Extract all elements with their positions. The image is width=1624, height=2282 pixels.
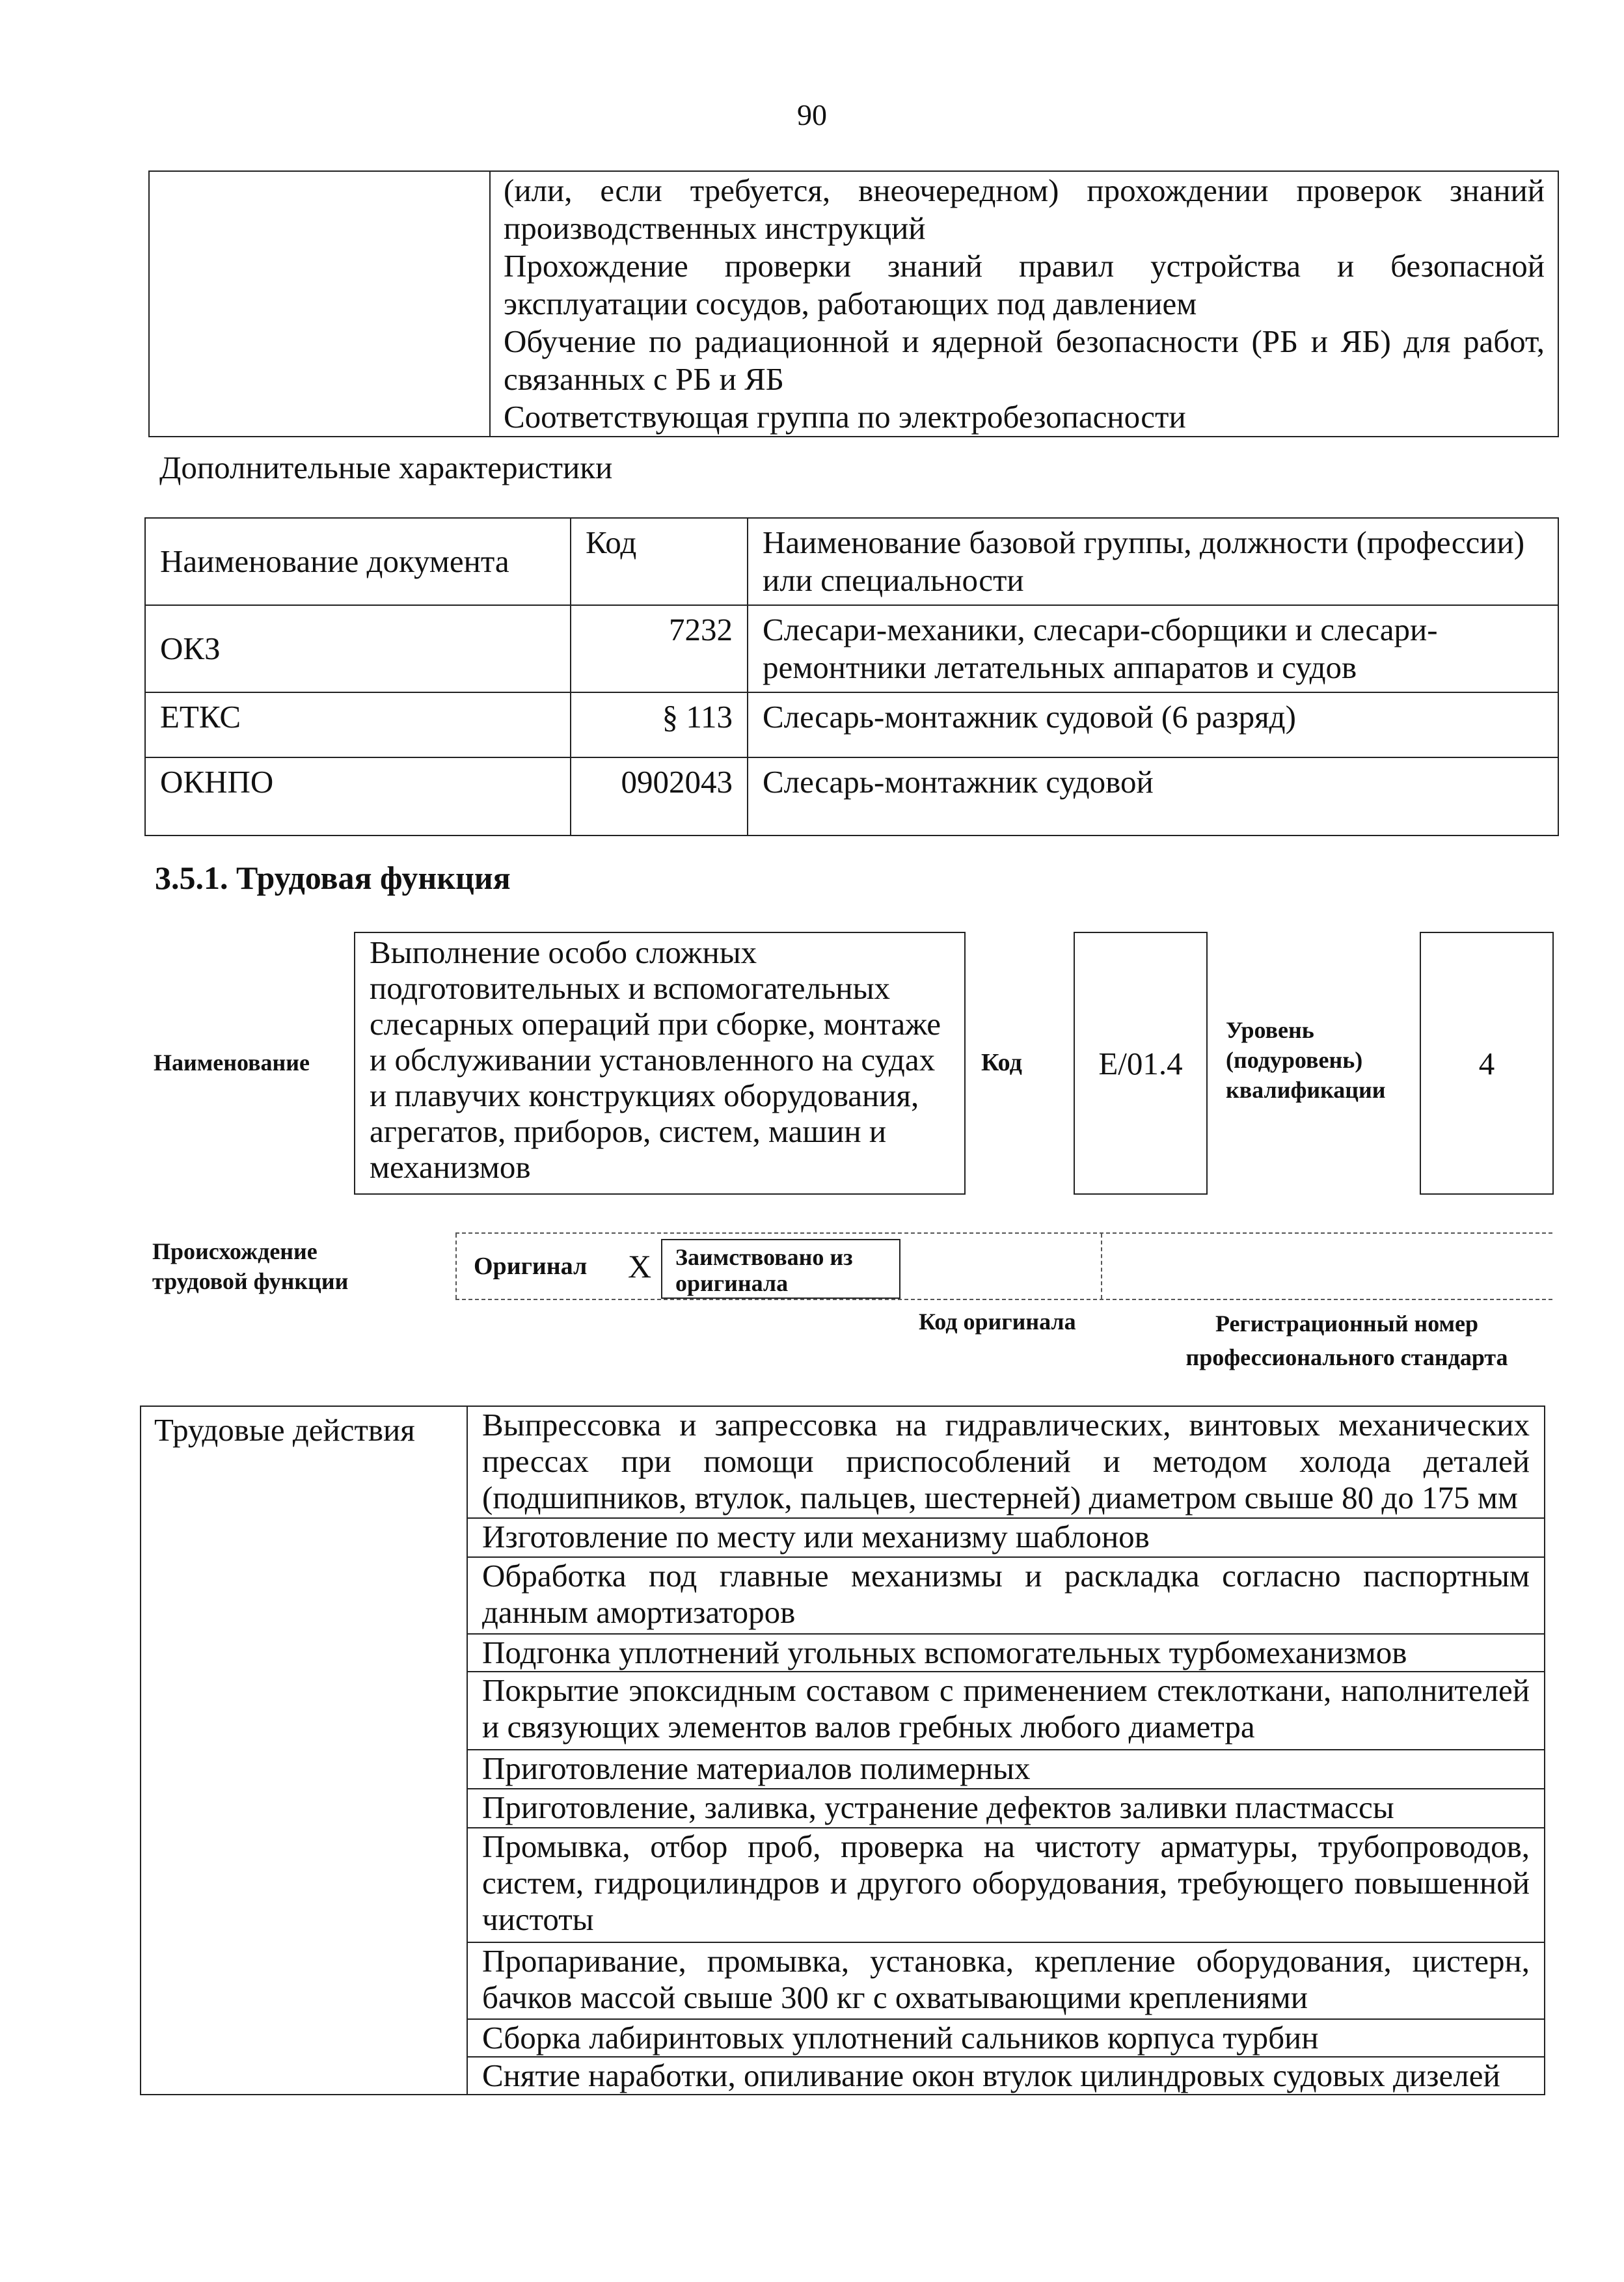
labor-action-item: Подгонка уплотнений угольных вспомогательных турбомеханизмов — [467, 1634, 1545, 1672]
origin-row — [455, 1232, 1552, 1300]
origin-label: Происхождение трудовой функции — [152, 1238, 349, 1294]
original-code-cell — [900, 1234, 1102, 1299]
header-doc-name: Наименование документа — [145, 518, 571, 605]
qualification-level-label: Уровень (подуровень) квалификации — [1226, 1017, 1386, 1103]
header-group-name: Наименование базовой группы, должности (профессии) или специальности — [748, 518, 1558, 605]
table-row — [145, 757, 1558, 835]
code-cell: 0902043 — [571, 757, 748, 835]
table-row — [145, 605, 1558, 692]
labor-actions-label: Трудовые действия — [141, 1406, 467, 2095]
group-name-cell: Слесарь-монтажник судовой — [748, 757, 1558, 835]
requirement-item: (или, если требуется, внеочередном) прохождении проверок знаний производственных инструкций — [504, 172, 1545, 246]
requirements-cell — [490, 171, 1558, 437]
doc-name-cell: ЕТКС — [145, 692, 571, 757]
labor-action-item: Обработка под главные механизмы и раскладка согласно паспортным данным амортизаторов — [467, 1557, 1545, 1634]
reg-number-cell — [1102, 1234, 1552, 1299]
section-heading: 3.5.1. Трудовая функция — [155, 860, 511, 896]
requirements-table — [148, 170, 1559, 437]
requirement-item: Соответствующая группа по электробезопасности — [504, 399, 1186, 435]
table-row — [141, 1406, 1545, 1518]
labor-action-item: Снятие наработки, опиливание окон втулок цилиндровых судовых дизелей — [467, 2057, 1545, 2095]
code-cell: § 113 — [571, 692, 748, 757]
requirement-item: Прохождение проверки знаний правил устройства и безопасной эксплуатации сосудов, работающих под давлением — [504, 248, 1545, 321]
origin-borrowed: Заимствовано из оригинала — [661, 1239, 900, 1299]
original-code-label: Код оригинала — [919, 1309, 1076, 1335]
requirement-item: Обучение по радиационной и ядерной безопасности (РБ и ЯБ) для работ, связанных с РБ и ЯБ — [504, 323, 1545, 397]
additional-characteristics-label: Дополнительные характеристики — [159, 450, 613, 485]
requirements-label-cell — [149, 171, 490, 437]
origin-original: Оригинал — [455, 1234, 661, 1299]
header-code: Код — [571, 518, 748, 605]
reg-number-label: Регистрационный номер профессионального стандарта — [1185, 1311, 1508, 1370]
labor-action-item: Выпрессовка и запрессовка на гидравлических, винтовых механических прессах при помощи приспособлений и методом холода деталей (подшипников, втулок, пальцев, шестерней) диаметром свыше 80 до 175 мм — [467, 1406, 1545, 1518]
table-row — [145, 692, 1558, 757]
labor-action-item: Изготовление по месту или механизму шаблонов — [467, 1518, 1545, 1557]
labor-action-item: Приготовление материалов полимерных — [467, 1750, 1545, 1789]
code-label: Код — [981, 1049, 1022, 1076]
group-name-cell: Слесари-механики, слесари-сборщики и слесари-ремонтники летательных аппаратов и судов — [748, 605, 1558, 692]
doc-name-cell: ОКНПО — [145, 757, 571, 835]
labor-action-item: Пропаривание, промывка, установка, крепление оборудования, цистерн, бачков массой свыше 300 кг с охватывающими креплениями — [467, 1942, 1545, 2019]
origin-original-mark: X — [627, 1248, 652, 1284]
labor-actions-table — [140, 1406, 1545, 2095]
labor-action-item: Покрытие эпоксидным составом с применением стеклоткани, наполнителей и связующих элементов валов гребных любого диаметра — [467, 1672, 1545, 1750]
page-number: 90 — [797, 98, 827, 131]
code-cell: 7232 — [571, 605, 748, 692]
name-label: Наименование — [154, 1050, 310, 1076]
labor-action-item: Сборка лабиринтовых уплотнений сальников корпуса турбин — [467, 2019, 1545, 2057]
labor-action-item: Промывка, отбор проб, проверка на чистоту арматуры, трубопроводов, систем, гидроцилиндров и другого оборудования, требующего повышенной чистоты — [467, 1828, 1545, 1942]
labor-function-name: Выполнение особо сложных подготовительных и вспомогательных слесарных операций при сборке, монтаже и обслуживании установленного на судах и плавучих конструкциях оборудования, агрегатов, приборов, систем, машин и механизмов — [354, 932, 966, 1195]
additional-characteristics-table — [144, 517, 1559, 836]
qualification-level-value: 4 — [1420, 932, 1554, 1195]
labor-function-code: E/01.4 — [1074, 932, 1208, 1195]
group-name-cell: Слесарь-монтажник судовой (6 разряд) — [748, 692, 1558, 757]
labor-action-item: Приготовление, заливка, устранение дефектов заливки пластмассы — [467, 1789, 1545, 1828]
doc-name-cell: ОКЗ — [145, 605, 571, 692]
